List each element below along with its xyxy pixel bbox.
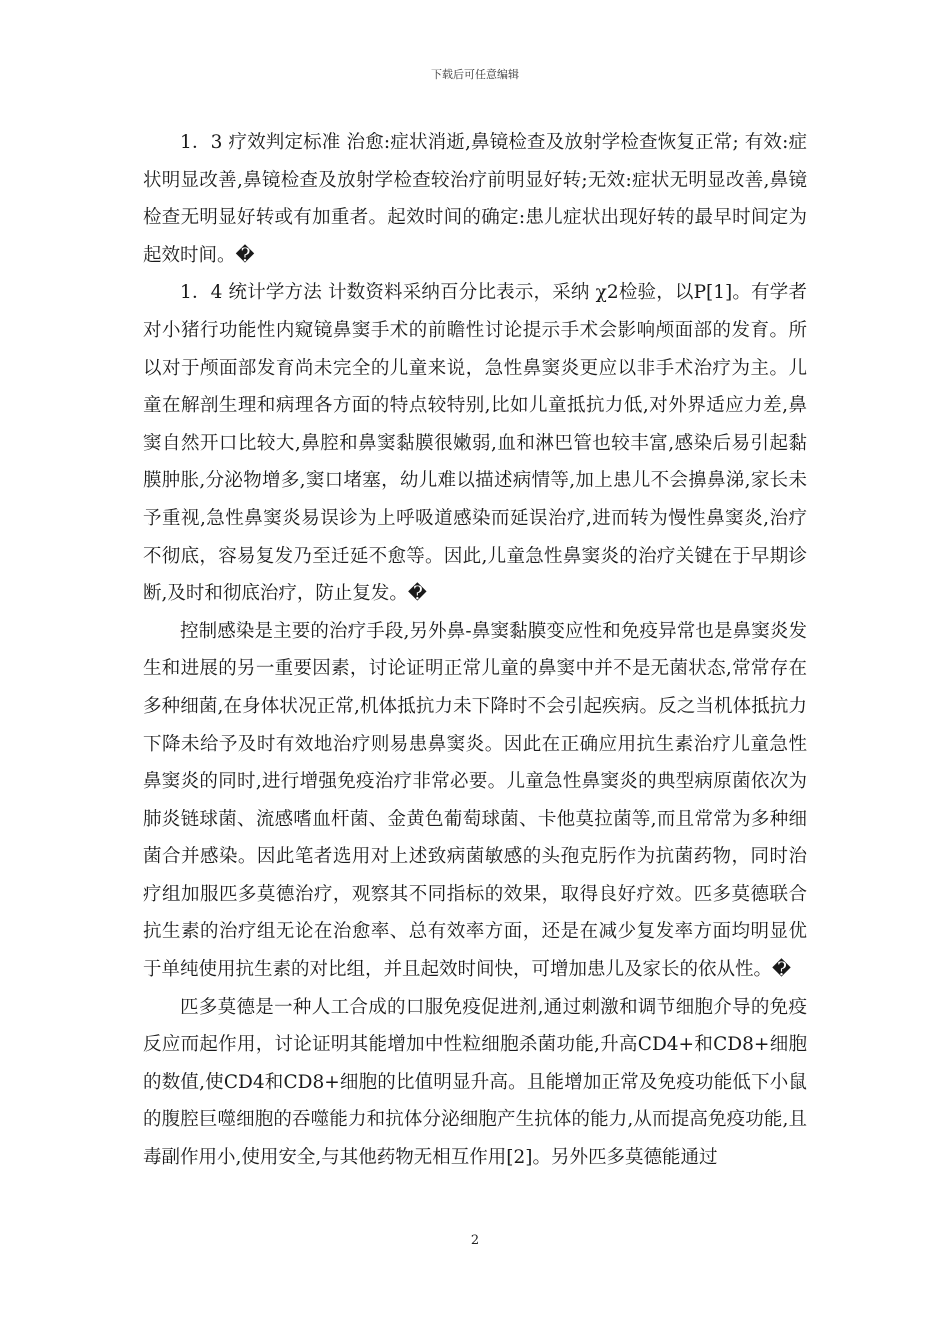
header-note: 下载后可任意编辑 [431, 68, 519, 81]
document-body [143, 124, 807, 1177]
paragraph-efficacy-criteria: 1．3 疗效判定标准 治愈:症状消逝,鼻镜检查及放射学检查恢复正常; 有效:症状明显改善,鼻镜检查及放射学检查较治疗前明显好转;无效:症状无明显改善,鼻镜检查无明显好转或有加重者。起效时间的确定:患儿症状出现好转的最早时间定为起效时间。� [143, 132, 807, 266]
page-number: 2 [470, 1233, 480, 1248]
paragraph-pidotimod: 匹多莫德是一种人工合成的口服免疫促进剂,通过刺激和调节细胞介导的免疫反应而起作用，讨论证明其能增加中性粒细胞杀菌功能,升高CD4+和CD8+细胞的数值,使CD4和CD8+细胞的比值明显升高。且能增加正常及免疫功能低下小鼠的腹腔巨噬细胞的吞噬能力和抗体分泌细胞产生抗体的能力,从而提高免疫功能,且毒副作用小,使用安全,与其他药物无相互作用[2]。另外匹多莫德能通过 [143, 996, 807, 1169]
paragraph-infection-control: 控制感染是主要的治疗手段,另外鼻-鼻窦黏膜变应性和免疫异常也是鼻窦炎发生和进展的另一重要因素，讨论证明正常儿童的鼻窦中并不是无菌状态,常常存在多种细菌,在身体状况正常,机体抵抗力未下降时不会引起疾病。反之当机体抵抗力下降未给予及时有效地治疗则易患鼻窦炎。因此在正确应用抗生素治疗儿童急性鼻窦炎的同时,进行增强免疫治疗非常必要。儿童急性鼻窦炎的典型病原菌依次为肺炎链球菌、流感嗜血杆菌、金黄色葡萄球菌、卡他莫拉菌等,而且常常为多种细菌合并感染。因此笔者选用对上述致病菌敏感的头孢克肟作为抗菌药物，同时治疗组加服匹多莫德治疗，观察其不同指标的效果，取得良好疗效。匹多莫德联合抗生素的治疗组无论在治愈率、总有效率方面，还是在减少复发率方面均明显优于单纯使用抗生素的对比组，并且起效时间快，可增加患儿及家长的依从性。� [143, 620, 807, 981]
paragraph-statistics: 1．4 统计学方法 计数资料采纳百分比表示，采纳 χ2检验，以P[1]。有学者对小猪行功能性内窥镜鼻窦手术的前瞻性讨论提示手术会影响颅面部的发育。所以对于颅面部发育尚未完全的儿童来说，急性鼻窦炎更应以非手术治疗为主。儿童在解剖生理和病理各方面的特点较特别,比如儿童抵抗力低,对外界适应力差,鼻窦自然开口比较大,鼻腔和鼻窦黏膜很嫩弱,血和淋巴管也较丰富,感染后易引起黏膜肿胀,分泌物增多,窦口堵塞，幼儿难以描述病情等,加上患儿不会擤鼻涕,家长未予重视,急性鼻窦炎易误诊为上呼吸道感染而延误治疗,进而转为慢性鼻窦炎,治疗不彻底，容易复发乃至迁延不愈等。因此,儿童急性鼻窦炎的治疗关键在于早期诊断,及时和彻底治疗，防止复发。� [143, 282, 807, 605]
